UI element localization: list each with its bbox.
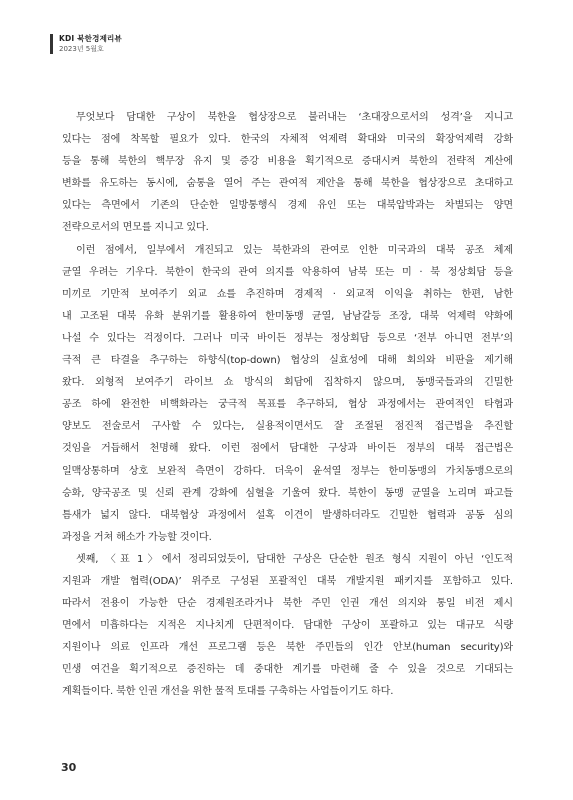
text-line: 민생 여건을 획기적으로 증진하는 데 중대한 계기를 마련해 줄 수 있을 것으로 기대되는 xyxy=(62,664,513,676)
text-line: 변화를 유도하는 동시에, 숨통을 열어 주는 관여적 제안을 통해 북한을 협상장으로 초대하고 xyxy=(62,178,513,190)
text-line: 양보도 전술로서 구사할 수 있다는, 실용적이면서도 잘 조절된 점진적 접근법을 추진할 xyxy=(62,421,513,433)
text-line: 등을 통해 북한의 핵무장 유지 및 증강 비용을 획기적으로 증대시켜 북한의 전략적 계산에 xyxy=(62,156,513,168)
text-line: 일맥상통하며 상호 보완적 측면이 강하다. 더욱이 윤석열 정부는 한미동맹의 가치동맹으로의 xyxy=(62,465,513,477)
text-line: 계획들이다. 북한 인권 개선을 위한 물적 토대를 구축하는 사업들이기도 하다. xyxy=(62,686,394,698)
text-line: 전략으로서의 면모를 지니고 있다. xyxy=(62,222,209,234)
body-text xyxy=(62,107,513,704)
issue-date: 2023년 5월호 xyxy=(59,45,104,53)
text-line: 이런 점에서, 일부에서 개진되고 있는 북한과의 관여로 인한 미국과의 대북 공조 체제 xyxy=(76,244,513,256)
page-number: 30 xyxy=(61,761,77,774)
publication-title: KDI 북한경제리뷰 xyxy=(59,34,122,43)
text-line: 따라서 전용이 가능한 단순 경제원조라거나 북한 주민 인권 개선 의지와 통일 비전 제시 xyxy=(62,598,513,610)
text-line: 있다는 점에 착목할 필요가 있다. 한국의 자체적 억제력 확대와 미국의 확장억제력 강화 xyxy=(62,134,513,146)
text-line: 있다는 측면에서 기존의 단순한 일방통행식 경제 유인 또는 대북압박과는 차별되는 양면 xyxy=(62,200,513,212)
text-line: 면에서 미흡하다는 지적은 지나치게 단편적이다. 담대한 구상이 포괄하고 있는 대규모 식량 xyxy=(62,620,513,632)
text-line: 승화, 양국공조 및 신뢰 관계 강화에 심혈을 기울여 왔다. 북한이 동맹 균열을 노리며 파고들 xyxy=(62,487,513,499)
text-line: 틈새가 넓지 않다. 대북협상 과정에서 설혹 이견이 발생하더라도 긴밀한 협력과 공동 심의 xyxy=(62,509,513,521)
text-line: 과정을 거쳐 해소가 가능할 것이다. xyxy=(62,531,212,543)
text-line: 지원과 개발 협력(ODA)’ 위주로 구성된 포괄적인 대북 개발지원 패키지를 포함하고 있다. xyxy=(62,575,513,587)
text-line: 지원이나 의료 인프라 개선 프로그램 등은 북한 주민들의 인간 안보(human security)와 xyxy=(62,642,513,654)
text-line: 극적 큰 타결을 추구하는 하향식(top-down) 협상의 실효성에 대해 회의와 비판을 제기해 xyxy=(62,355,513,367)
text-line: 공조 하에 완전한 비핵화라는 궁극적 목표를 추구하되, 협상 과정에서는 관여적인 타협과 xyxy=(62,399,513,411)
text-line: 내 고조된 대북 유화 분위기를 활용하여 한미동맹 균열, 남남갈등 조장, 대북 억제력 약화에 xyxy=(62,310,513,322)
text-line: 왔다. 외형적 보여주기 라이브 쇼 방식의 회담에 집착하지 않으며, 동맹국들과의 긴밀한 xyxy=(62,377,513,389)
text-line: 무엇보다 담대한 구상이 북한을 협상장으로 불러내는 ‘초대장으로서의 성격’을 지니고 xyxy=(76,112,513,123)
paragraph xyxy=(62,549,513,704)
text-line: 균열 우려는 기우다. 북한이 한국의 관여 의지를 악용하여 남북 또는 미 · 북 정상회담 등을 xyxy=(62,266,513,278)
text-line: 미끼로 기만적 보여주기 외교 쇼를 추진하며 경제적 · 외교적 이익을 취하는 한편, 남한 xyxy=(62,288,513,300)
text-line: 나설 수 있다는 걱정이다. 그러나 미국 바이든 정부는 정상회담 등으로 ‘전부 아니면 전부’의 xyxy=(62,332,513,344)
text-line: 셋째, 〈표 1〉에서 정리되었듯이, 담대한 구상은 단순한 원조 형식 지원이 아닌 ‘인도적 xyxy=(76,553,513,565)
paragraph xyxy=(62,107,513,240)
running-header xyxy=(50,34,122,54)
paragraph xyxy=(62,240,513,549)
text-line: 것임을 거듭해서 천명해 왔다. 이런 점에서 담대한 구상과 바이든 정부의 대북 접근법은 xyxy=(62,443,513,455)
